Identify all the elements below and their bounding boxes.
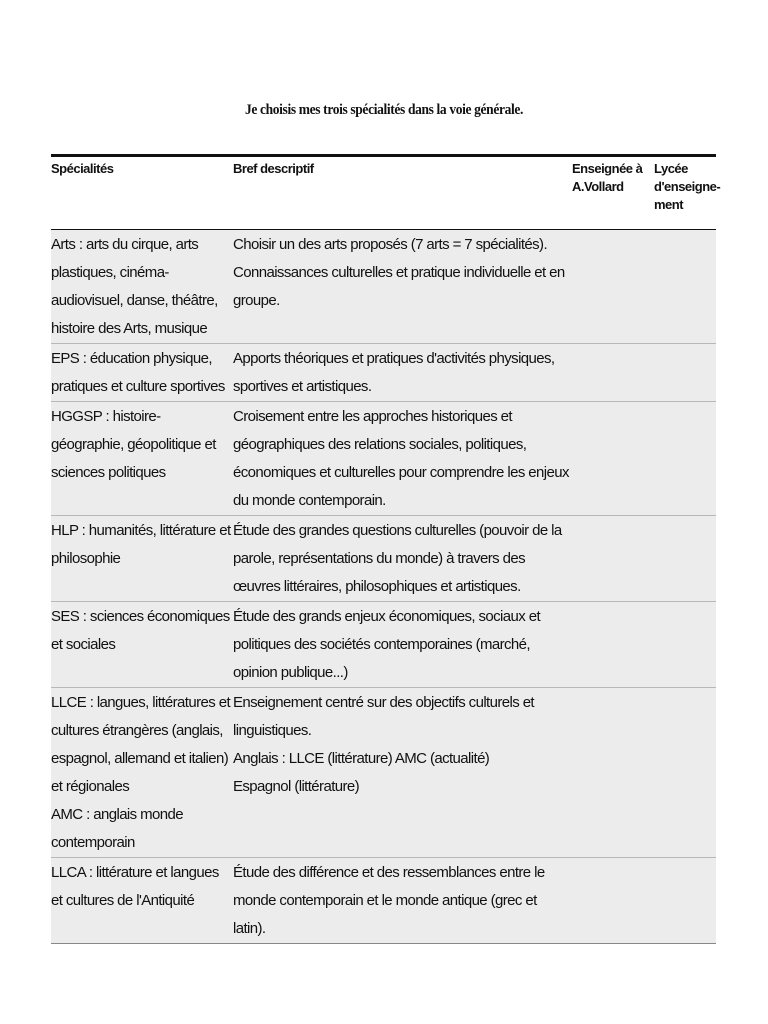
specialite-cell: LLCE : langues, littératures et cultures étrangères (anglais, espagnol, allemand et italien) et régionales AMC : anglais monde contemporain: [51, 694, 231, 851]
descriptif-cell: Étude des différence et des ressemblances entre le monde contemporain et le monde antique (grec et latin).: [233, 864, 545, 937]
header-lycee: Lycée d'enseigne-ment: [654, 161, 721, 212]
lycee-cell: [654, 858, 716, 944]
lycee-cell: [654, 688, 716, 858]
descriptif-cell: Croisement entre les approches historiques et géographiques des relations sociales, politiques, économiques et culturelles pour comprendre les enjeux du monde contemporain.: [233, 408, 569, 509]
vollard-cell: [572, 230, 654, 344]
table-row: [51, 344, 716, 402]
lycee-cell: [654, 602, 716, 688]
descriptif-cell: Étude des grands enjeux économiques, sociaux et politiques des sociétés contemporaines (marché, opinion publique...): [233, 608, 541, 681]
table-row: [51, 858, 716, 944]
lycee-cell: [654, 344, 716, 402]
vollard-cell: [572, 516, 654, 602]
vollard-cell: [572, 402, 654, 516]
table-header-row: [51, 156, 716, 230]
descriptif-cell: Étude des grandes questions culturelles (pouvoir de la parole, représentations du monde) à travers des œuvres littéraires, philosophiques et artistiques.: [233, 522, 562, 595]
vollard-cell: [572, 688, 654, 858]
specialite-cell: SES : sciences économiques et sociales: [51, 608, 230, 653]
specialites-table: [51, 154, 721, 944]
table-row: [51, 516, 716, 602]
vollard-cell: [572, 344, 654, 402]
specialite-cell: HGGSP : histoire-géographie, géopolitique et sciences politiques: [51, 408, 216, 481]
header-specialites: Spécialités: [51, 161, 114, 176]
descriptif-cell: Apports théoriques et pratiques d'activités physiques, sportives et artistiques.: [233, 350, 555, 395]
descriptif-cell: Choisir un des arts proposés (7 arts = 7 spécialités). Connaissances culturelles et pratique individuelle et en groupe.: [233, 236, 565, 309]
descriptif-cell: Enseignement centré sur des objectifs culturels et linguistiques. Anglais : LLCE (littérature) AMC (actualité) Espagnol (littérature): [233, 694, 535, 795]
table-row: [51, 688, 716, 858]
specialite-cell: LLCA : littérature et langues et cultures de l'Antiquité: [51, 864, 219, 909]
table-row: [51, 602, 716, 688]
vollard-cell: [572, 858, 654, 944]
specialite-cell: Arts : arts du cirque, arts plastiques, cinéma-audiovisuel, danse, théâtre, histoire des Arts, musique: [51, 236, 218, 337]
lycee-cell: [654, 402, 716, 516]
lycee-cell: [654, 516, 716, 602]
header-descriptif: Bref descriptif: [233, 161, 314, 176]
table-row: [51, 230, 716, 344]
specialite-cell: EPS : éducation physique, pratiques et culture sportives: [51, 350, 225, 395]
header-vollard: Enseignée à A.Vollard: [572, 161, 643, 194]
lycee-cell: [654, 230, 716, 344]
specialite-cell: HLP : humanités, littérature et philosophie: [51, 522, 231, 567]
table-row: [51, 402, 716, 516]
page-title: Je choisis mes trois spécialités dans la voie générale.: [244, 102, 524, 118]
vollard-cell: [572, 602, 654, 688]
